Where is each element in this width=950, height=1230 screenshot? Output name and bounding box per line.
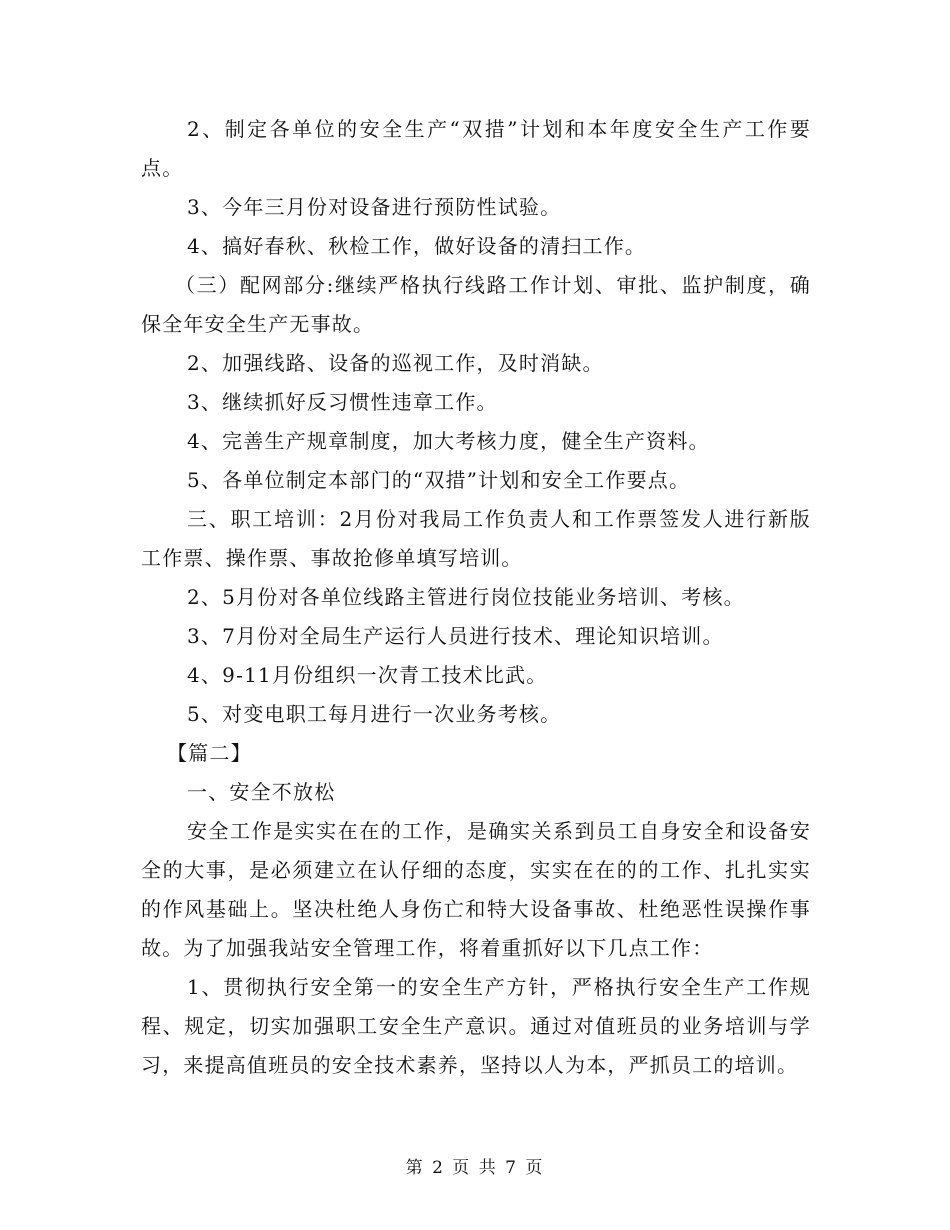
paragraph-training-2: 2、5月份对各单位线路主管进行岗位技能业务培训、考核。 (187, 585, 745, 609)
page-number-footer: 第 2 页 共 7 页 (405, 1158, 545, 1178)
paragraph-plan-4: 4、搞好春秋、秋检工作，做好设备的清扫工作。 (187, 234, 647, 258)
paragraph-distribution-3: 3、继续抓好反习惯性违章工作。 (187, 390, 498, 414)
paragraph-distribution-2: 2、加强线路、设备的巡视工作，及时消缺。 (187, 351, 604, 375)
paragraph-safety-intro: 安全工作是实实在在的工作，是确实关系到员工自身安全和设备安全的大事，是必须建立在认仔细的态度，实实在在的的工作、扎扎实实的作风基础上。坚决杜绝人身伤亡和特大设备事故、杜绝恶性误操作事故。为了加强我站安全管理工作，将着重抓好以下几点工作： (141, 819, 811, 960)
paragraph-plan-3: 3、今年三月份对设备进行预防性试验。 (187, 195, 562, 219)
paragraph-training-heading: 三、职工培训：2月份对我局工作负责人和工作票签发人进行新版工作票、操作票、事故抢修单填写培训。 (141, 507, 811, 570)
section-heading-safety: 一、安全不放松 (187, 780, 336, 804)
paragraph-distribution-5: 5、各单位制定本部门的“双措”计划和安全工作要点。 (187, 468, 691, 492)
paragraph-plan-2: 2、制定各单位的安全生产“双措”计划和本年度安全生产工作要点。 (141, 117, 811, 180)
section-title-part-two: 【篇二】 (167, 741, 252, 765)
paragraph-training-4: 4、9-11月份组织一次青工技术比武。 (187, 663, 548, 687)
paragraph-training-5: 5、对变电职工每月进行一次业务考核。 (187, 702, 562, 726)
document-body (141, 110, 811, 1085)
paragraph-distribution-4: 4、完善生产规章制度，加大考核力度，健全生产资料。 (187, 429, 710, 453)
paragraph-safety-1: 1、贯彻执行安全第一的安全生产方针，严格执行安全生产工作规程、规定，切实加强职工安全生产意识。通过对值班员的业务培训与学习，来提高值班员的安全技术素养，坚持以人为本，严抓员工的培训。 (141, 975, 811, 1077)
paragraph-distribution-heading: （三）配网部分:继续严格执行线路工作计划、审批、监护制度，确保全年安全生产无事故。 (141, 273, 811, 336)
paragraph-training-3: 3、7月份对全局生产运行人员进行技术、理论知识培训。 (187, 624, 724, 648)
